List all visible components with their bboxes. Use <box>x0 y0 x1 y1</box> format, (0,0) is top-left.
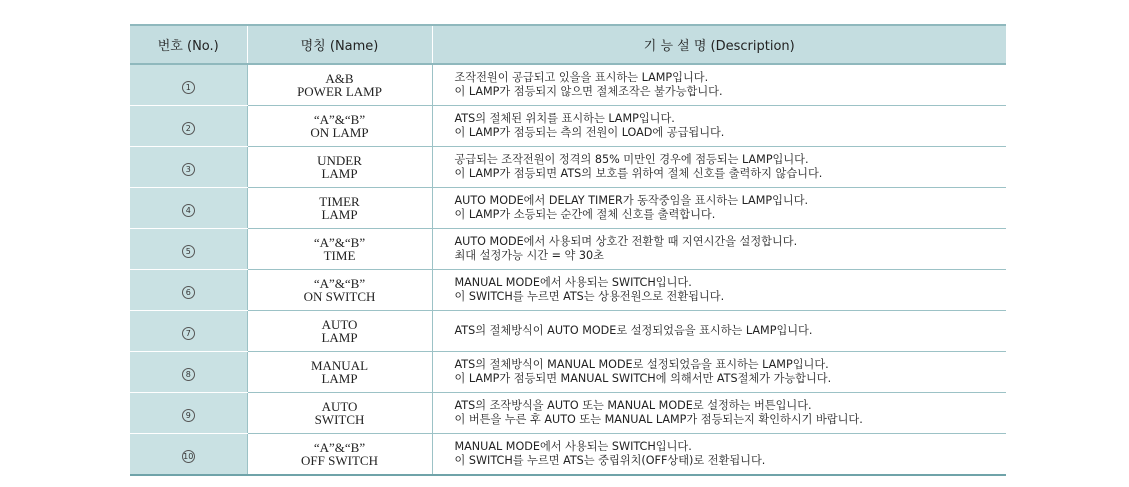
description-line1: MANUAL MODE에서 사용되는 SWITCH입니다. <box>454 275 692 289</box>
component-name-line1: MANUAL <box>310 357 369 373</box>
description-line1: AUTO MODE에서 DELAY TIMER가 동작중임을 표시하는 LAMP입니다. <box>454 193 809 207</box>
header-description: 기 능 설 명 (Description) <box>432 25 1006 64</box>
table-row <box>130 64 1006 105</box>
description-line2: 이 LAMP가 소등되는 순간에 절체 신호를 출력합니다. <box>454 207 716 221</box>
table-row <box>130 310 1006 351</box>
component-name-line2: POWER LAMP <box>297 83 382 99</box>
component-name-line1: AUTO <box>321 398 358 414</box>
description-line1: ATS의 절체된 위치를 표시하는 LAMP입니다. <box>454 111 675 125</box>
function-description-table <box>130 24 1006 476</box>
component-name-line2: ON LAMP <box>310 124 369 140</box>
header-name: 명칭 (Name) <box>247 25 432 64</box>
component-name-line2: TIME <box>323 247 356 263</box>
description-line1: ATS의 조작방식을 AUTO 또는 MANUAL MODE로 설정하는 버튼입니다. <box>454 398 812 412</box>
component-name-line2: LAMP <box>321 206 358 222</box>
header-number: 번호 (No.) <box>130 25 247 64</box>
table-row <box>130 228 1006 269</box>
table-row <box>130 433 1006 475</box>
table-header <box>130 25 1006 64</box>
component-name-line2: ON SWITCH <box>303 288 376 304</box>
row-number-badge: 1 <box>182 81 195 94</box>
component-name-line2: OFF SWITCH <box>301 452 378 468</box>
component-name-line1: “A”&“B” <box>313 234 366 250</box>
description-line1: MANUAL MODE에서 사용되는 SWITCH입니다. <box>454 439 692 453</box>
description-line2: 이 SWITCH를 누르면 ATS는 상용전원으로 전환됩니다. <box>454 289 725 303</box>
row-number-badge: 5 <box>182 245 195 258</box>
table-row <box>130 146 1006 187</box>
row-number-badge: 8 <box>182 368 195 381</box>
description-line1: ATS의 절체방식이 AUTO MODE로 설정되었음을 표시하는 LAMP입니다. <box>454 323 813 337</box>
row-number-badge: 9 <box>182 409 195 422</box>
description-line2: 이 LAMP가 점등되면 ATS의 보호를 위하여 절체 신호를 출력하지 않습니다. <box>454 166 823 180</box>
description-line1: 조작전원이 공급되고 있을을 표시하는 LAMP입니다. <box>454 70 709 84</box>
description-line1: ATS의 절체방식이 MANUAL MODE로 설정되었음을 표시하는 LAMP입니다. <box>454 357 829 371</box>
table-row <box>130 392 1006 433</box>
component-name-line1: AUTO <box>321 316 358 332</box>
component-name-line2: SWITCH <box>314 411 365 427</box>
description-line2: 이 버튼을 누른 후 AUTO 또는 MANUAL LAMP가 점등되는지 확인하시기 바랍니다. <box>454 412 863 426</box>
component-name-line2: LAMP <box>321 165 358 181</box>
component-name-line1: “A”&“B” <box>313 275 366 291</box>
description-line1: 공급되는 조작전원이 정격의 85% 미만인 경우에 점등되는 LAMP입니다. <box>454 152 809 166</box>
row-number-badge: 2 <box>182 122 195 135</box>
table-row <box>130 187 1006 228</box>
row-number-badge: 7 <box>182 327 195 340</box>
table-row <box>130 351 1006 392</box>
description-line2: 이 LAMP가 점등되면 MANUAL SWITCH에 의해서만 ATS절체가 가능합니다. <box>454 371 832 385</box>
component-name-line1: TIMER <box>319 193 360 209</box>
description-line2: 이 SWITCH를 누르면 ATS는 중립위치(OFF상태)로 전환됩니다. <box>454 453 766 467</box>
row-number-badge: 6 <box>182 286 195 299</box>
component-name-line2: LAMP <box>321 370 358 386</box>
table-row <box>130 269 1006 310</box>
row-number-badge: 10 <box>183 452 194 462</box>
component-name-line1: UNDER <box>317 152 362 168</box>
component-name-line1: “A”&“B” <box>313 111 366 127</box>
description-line1: AUTO MODE에서 사용되며 상호간 전환할 때 지연시간을 설정합니다. <box>454 234 798 248</box>
row-number-badge: 3 <box>182 163 195 176</box>
table-row <box>130 105 1006 146</box>
component-name-line1: A&B <box>325 70 354 86</box>
component-name-line2: LAMP <box>321 329 358 345</box>
description-line2: 최대 설정가능 시간 = 약 30초 <box>454 248 604 262</box>
row-number-badge: 4 <box>182 204 195 217</box>
description-line2: 이 LAMP가 점등되는 측의 전원이 LOAD에 공급됩니다. <box>454 125 725 139</box>
description-line2: 이 LAMP가 점등되지 않으면 절체조작은 불가능합니다. <box>454 84 723 98</box>
component-name-line1: “A”&“B” <box>313 439 366 455</box>
